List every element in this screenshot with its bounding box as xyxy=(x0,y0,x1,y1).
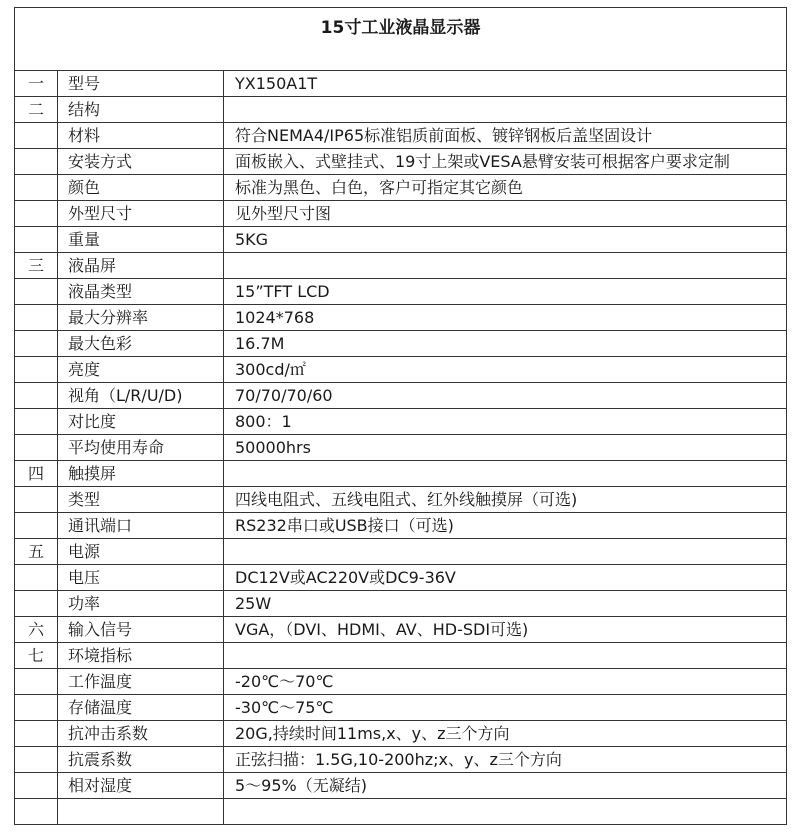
section-number-cell xyxy=(15,747,58,773)
spec-label-cell: 液晶屏 xyxy=(58,253,224,279)
spec-value-cell: 见外型尺寸图 xyxy=(224,201,787,227)
table-row xyxy=(15,695,787,721)
section-number-cell: 三 xyxy=(15,253,58,279)
spec-value-cell: 20G,持续时间11ms,x、y、z三个方向 xyxy=(224,721,787,747)
table-row xyxy=(15,305,787,331)
spec-label-cell: 安装方式 xyxy=(58,149,224,175)
spec-label-cell: 最大分辨率 xyxy=(58,305,224,331)
spec-value-cell xyxy=(224,461,787,487)
spec-label-cell: 外型尺寸 xyxy=(58,201,224,227)
table-row xyxy=(15,331,787,357)
section-number-cell: 五 xyxy=(15,539,58,565)
empty-cell xyxy=(224,799,787,825)
table-row xyxy=(15,383,787,409)
section-number-cell: 一 xyxy=(15,71,58,97)
spec-label-cell: 型号 xyxy=(58,71,224,97)
spec-value-cell: YX150A1T xyxy=(224,71,787,97)
spec-value-cell: -20℃～70℃ xyxy=(224,669,787,695)
section-number-cell xyxy=(15,175,58,201)
spec-value-cell: 5KG xyxy=(224,227,787,253)
section-number-cell: 四 xyxy=(15,461,58,487)
spec-label-cell: 电源 xyxy=(58,539,224,565)
section-number-cell xyxy=(15,227,58,253)
table-row xyxy=(15,357,787,383)
table-row xyxy=(15,149,787,175)
spec-value-cell: RS232串口或USB接口（可选) xyxy=(224,513,787,539)
spec-value-cell: 15”TFT LCD xyxy=(224,279,787,305)
spec-label-cell: 相对湿度 xyxy=(58,773,224,799)
section-number-cell xyxy=(15,123,58,149)
table-row xyxy=(15,747,787,773)
spec-label-cell: 抗冲击系数 xyxy=(58,721,224,747)
table-row xyxy=(15,97,787,123)
spec-label-cell: 环境指标 xyxy=(58,643,224,669)
spec-label-cell: 抗震系数 xyxy=(58,747,224,773)
section-number-cell xyxy=(15,487,58,513)
spec-label-cell: 材料 xyxy=(58,123,224,149)
section-number-cell: 六 xyxy=(15,617,58,643)
spec-value-cell: VGA，（DVI、HDMI、AV、HD-SDI可选) xyxy=(224,617,787,643)
section-number-cell xyxy=(15,279,58,305)
spec-value-cell xyxy=(224,539,787,565)
table-row xyxy=(15,227,787,253)
section-number-cell xyxy=(15,383,58,409)
table-row xyxy=(15,669,787,695)
spec-label-cell: 结构 xyxy=(58,97,224,123)
spec-value-cell: 标准为黑色、白色，客户可指定其它颜色 xyxy=(224,175,787,201)
table-row xyxy=(15,435,787,461)
spec-value-cell xyxy=(224,253,787,279)
table-row xyxy=(15,617,787,643)
table-title-cell xyxy=(15,8,787,71)
table-row xyxy=(15,487,787,513)
spec-label-cell: 最大色彩 xyxy=(58,331,224,357)
spec-label-cell: 功率 xyxy=(58,591,224,617)
section-number-cell xyxy=(15,305,58,331)
table-row xyxy=(15,409,787,435)
spec-label-cell: 触摸屏 xyxy=(58,461,224,487)
table-row xyxy=(15,539,787,565)
spec-value-cell: 800：1 xyxy=(224,409,787,435)
section-number-cell xyxy=(15,201,58,227)
table-row xyxy=(15,175,787,201)
spec-label-cell: 平均使用寿命 xyxy=(58,435,224,461)
section-number-cell xyxy=(15,409,58,435)
spec-value-cell: -30℃～75℃ xyxy=(224,695,787,721)
spec-label-cell: 对比度 xyxy=(58,409,224,435)
section-number-cell xyxy=(15,435,58,461)
section-number-cell xyxy=(15,149,58,175)
section-number-cell xyxy=(15,669,58,695)
section-number-cell: 二 xyxy=(15,97,58,123)
table-row xyxy=(15,71,787,97)
section-number-cell xyxy=(15,331,58,357)
empty-cell xyxy=(15,799,58,825)
section-number-cell xyxy=(15,591,58,617)
table-row xyxy=(15,773,787,799)
spec-value-cell: 1024*768 xyxy=(224,305,787,331)
empty-cell xyxy=(58,799,224,825)
table-row xyxy=(15,565,787,591)
spec-value-cell: 16.7M xyxy=(224,331,787,357)
section-number-cell xyxy=(15,721,58,747)
spec-label-cell: 重量 xyxy=(58,227,224,253)
section-number-cell xyxy=(15,695,58,721)
spec-value-cell: 面板嵌入、式壁挂式、19寸上架或VESA悬臂安装可根据客户要求定制 xyxy=(224,149,787,175)
spec-label-cell: 颜色 xyxy=(58,175,224,201)
section-number-cell xyxy=(15,773,58,799)
spec-value-cell: 50000hrs xyxy=(224,435,787,461)
spec-label-cell: 工作温度 xyxy=(58,669,224,695)
spec-value-cell: 70/70/70/60 xyxy=(224,383,787,409)
spec-value-cell: 5～95%（无凝结) xyxy=(224,773,787,799)
spec-label-cell: 输入信号 xyxy=(58,617,224,643)
table-row xyxy=(15,643,787,669)
table-row xyxy=(15,253,787,279)
spec-label-cell: 视角（L/R/U/D) xyxy=(58,383,224,409)
spec-label-cell: 电压 xyxy=(58,565,224,591)
spec-value-cell xyxy=(224,97,787,123)
spec-value-cell: 300cd/㎡ xyxy=(224,357,787,383)
spec-value-cell: 25W xyxy=(224,591,787,617)
table-row xyxy=(15,279,787,305)
table-row xyxy=(15,461,787,487)
table-row xyxy=(15,123,787,149)
section-number-cell xyxy=(15,513,58,539)
spec-value-cell: 四线电阻式、五线电阻式、红外线触摸屏（可选) xyxy=(224,487,787,513)
table-row xyxy=(15,721,787,747)
spec-value-cell: 正弦扫描：1.5G,10-200hz;x、y、z三个方向 xyxy=(224,747,787,773)
spec-table xyxy=(14,7,787,825)
spec-label-cell: 通讯端口 xyxy=(58,513,224,539)
empty-row xyxy=(15,799,787,825)
spec-label-cell: 亮度 xyxy=(58,357,224,383)
table-row xyxy=(15,591,787,617)
table-row xyxy=(15,201,787,227)
spec-value-cell: DC12V或AC220V或DC9-36V xyxy=(224,565,787,591)
spec-value-cell xyxy=(224,643,787,669)
table-title: 15寸工业液晶显示器 xyxy=(320,18,481,38)
table-row xyxy=(15,513,787,539)
spec-label-cell: 存储温度 xyxy=(58,695,224,721)
section-number-cell: 七 xyxy=(15,643,58,669)
section-number-cell xyxy=(15,357,58,383)
title-row xyxy=(15,8,787,71)
section-number-cell xyxy=(15,565,58,591)
spec-label-cell: 类型 xyxy=(58,487,224,513)
spec-label-cell: 液晶类型 xyxy=(58,279,224,305)
spec-value-cell: 符合NEMA4/IP65标准铝质前面板、镀锌钢板后盖坚固设计 xyxy=(224,123,787,149)
